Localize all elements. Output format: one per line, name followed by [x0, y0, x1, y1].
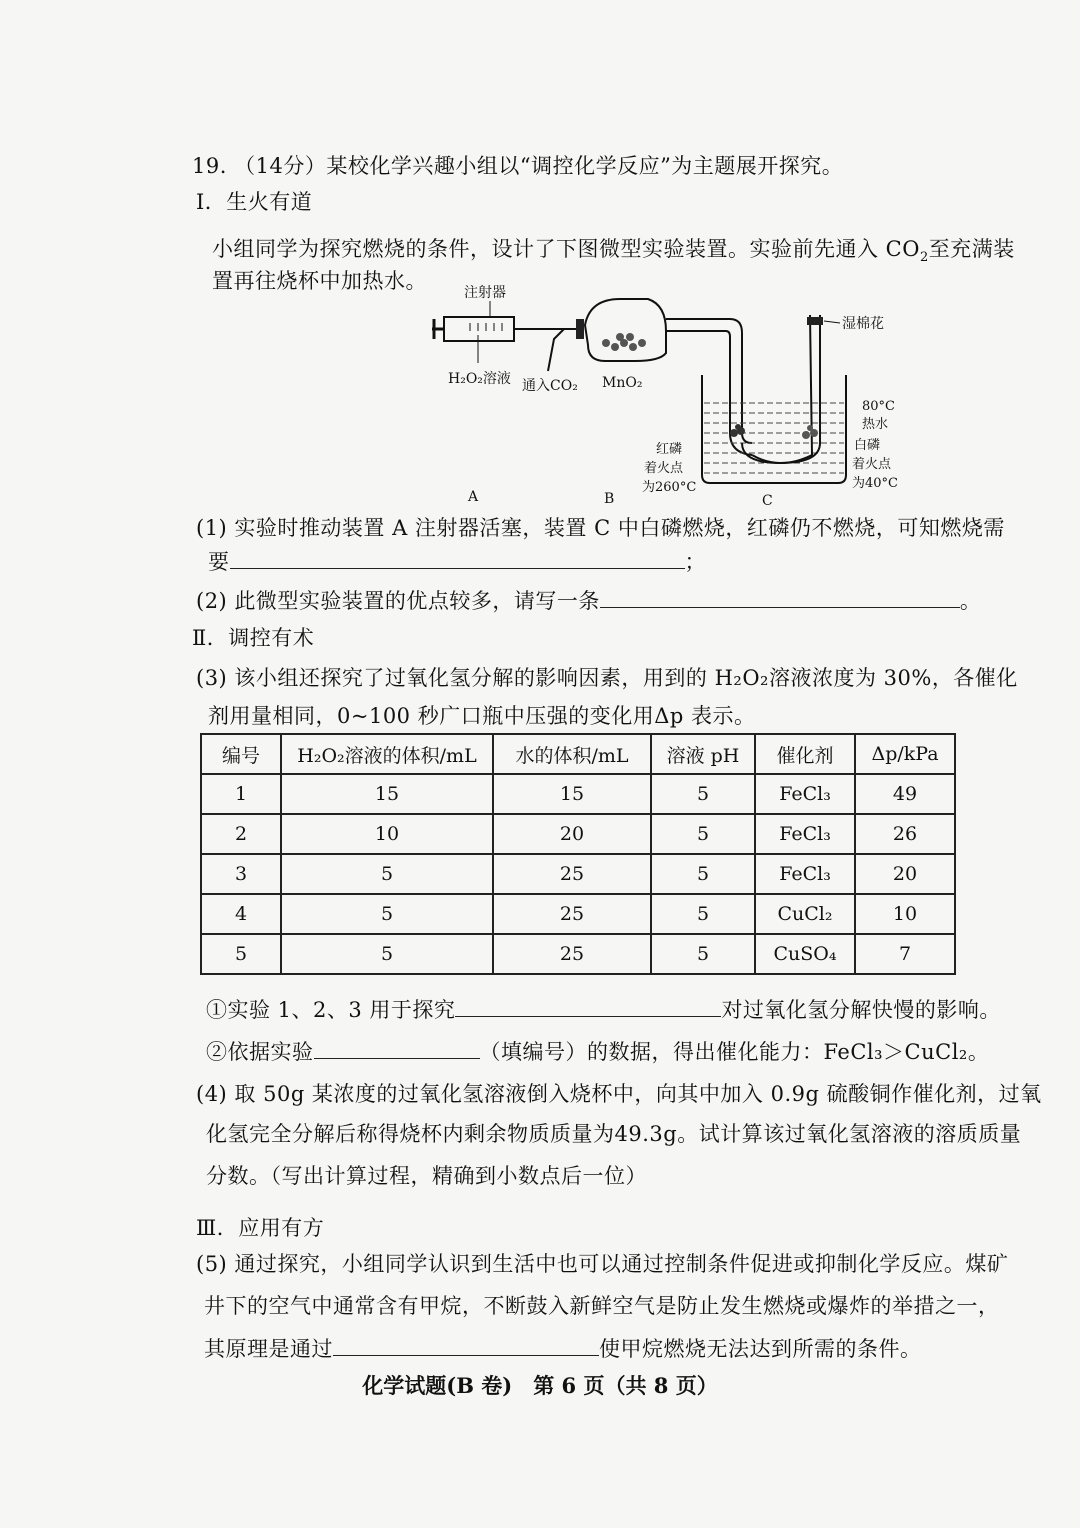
- question-3-line2: 剂用量相同，0~100 秒广口瓶中压强的变化用Δp 表示。: [208, 704, 756, 728]
- sub1-text: ①实验 1、2、3 用于探究: [206, 998, 456, 1022]
- table-cell: 5: [201, 934, 281, 974]
- table-cell: 25: [493, 894, 651, 934]
- section-3-heading: Ⅲ．应用有方: [196, 1216, 325, 1240]
- question-4-line2: 化氢完全分解后称得烧杯内剩余物质质量为49.3g。试计算该过氧化氢溶液的溶质质量: [206, 1122, 1022, 1146]
- page-footer: 化学试题(B 卷) 第 6 页（共 8 页）: [362, 1373, 718, 1398]
- table-cell: 5: [651, 814, 755, 854]
- question-header: [192, 150, 843, 180]
- white-phosphorus-ignition: 着火点: [852, 457, 892, 472]
- table-cell: 10: [281, 814, 493, 854]
- table-cell: 2: [201, 814, 281, 854]
- q1-suffix: ；: [684, 550, 706, 574]
- intro-text: 小组同学为探究燃烧的条件，设计了下图微型实验装置。实验前先通入 CO: [212, 237, 920, 261]
- table-cell: 15: [281, 774, 493, 814]
- question-5-line2: 井下的空气中通常含有甲烷，不断鼓入新鲜空气是防止发生燃烧或爆炸的举措之一，: [204, 1294, 1000, 1318]
- syringe-a: [432, 285, 530, 387]
- question-title: 某校化学兴趣小组以“调控化学反应”为主题展开探究。: [326, 154, 844, 178]
- intro-subscript: 2: [919, 250, 929, 266]
- beaker-c: [642, 315, 898, 495]
- table-cell: 10: [855, 894, 955, 934]
- answer-blank-q1[interactable]: [230, 548, 685, 569]
- question-1-line2: [208, 546, 706, 576]
- header-cell: H₂O₂溶液的体积/mL: [281, 734, 493, 774]
- table-cell: FeCl₃: [755, 774, 855, 814]
- table-row: [201, 934, 955, 974]
- section-1-heading: Ⅰ．生火有道: [196, 190, 313, 214]
- table-cell: CuCl₂: [755, 894, 855, 934]
- answer-blank-sub1[interactable]: [455, 996, 721, 1017]
- co2-label: 通入CO₂: [522, 378, 578, 394]
- label-a: A: [468, 489, 479, 505]
- header-cell: 水的体积/mL: [493, 734, 651, 774]
- table-cell: 5: [651, 774, 755, 814]
- table-cell: FeCl₃: [755, 854, 855, 894]
- table-cell: 25: [493, 854, 651, 894]
- red-phosphorus-ignition: 着火点: [644, 461, 684, 476]
- question-4-line1: (4) 取 50g 某浓度的过氧化氢溶液倒入烧杯中，向其中加入 0.9g 硫酸铜作催化剂，过氧: [196, 1082, 1042, 1106]
- h2o2-label: H₂O₂溶液: [448, 371, 511, 387]
- table-cell: CuSO₄: [755, 934, 855, 974]
- table-cell: 5: [281, 934, 493, 974]
- answer-blank-q2[interactable]: [600, 587, 960, 608]
- answer-blank-sub2[interactable]: [314, 1038, 480, 1059]
- table-cell: 20: [855, 854, 955, 894]
- subquestion-1: [206, 994, 1001, 1024]
- section-2-heading: Ⅱ．调控有术: [192, 626, 315, 650]
- question-3-line1: (3) 该小组还探究了过氧化氢分解的影响因素，用到的 H₂O₂溶液浓度为 30%，各催化: [196, 666, 1018, 690]
- answer-blank-q5[interactable]: [333, 1335, 599, 1356]
- table-cell: 49: [855, 774, 955, 814]
- table-header-row: [201, 734, 955, 774]
- subquestion-2: [206, 1036, 989, 1066]
- sub2-suffix: （填编号）的数据，得出催化能力：FeCl₃＞CuCl₂。: [479, 1040, 990, 1064]
- intro-text-end: 至充满装: [928, 237, 1015, 261]
- white-phosphorus-label: 白磷: [854, 438, 881, 453]
- white-phosphorus-temp: 为40°C: [852, 476, 898, 491]
- header-cell: 编号: [201, 734, 281, 774]
- experiment-data-table: [200, 733, 956, 975]
- question-1-line1: (1) 实验时推动装置 A 注射器活塞，装置 C 中白磷燃烧，红磷仍不燃烧，可知燃烧需: [196, 516, 1005, 540]
- table-cell: 3: [201, 854, 281, 894]
- sub1-suffix: 对过氧化氢分解快慢的影响。: [721, 998, 1001, 1022]
- red-phosphorus-label: 红磷: [656, 442, 683, 457]
- red-phosphorus-temp: 为260°C: [642, 480, 697, 495]
- header-cell: 催化剂: [755, 734, 855, 774]
- table-cell: 4: [201, 894, 281, 934]
- table-row: [201, 814, 955, 854]
- table-cell: 5: [651, 854, 755, 894]
- table-cell: 5: [281, 854, 493, 894]
- connecting-tube: [666, 319, 752, 455]
- table-row: [201, 894, 955, 934]
- label-c: C: [762, 493, 773, 509]
- question-4-line3: 分数。（写出计算过程，精确到小数点后一位）: [206, 1164, 647, 1188]
- table-cell: 5: [651, 934, 755, 974]
- sub2-text: ②依据实验: [206, 1040, 314, 1064]
- section-1-intro-line2: 置再往烧杯中加热水。: [212, 269, 427, 293]
- table-cell: 26: [855, 814, 955, 854]
- table-cell: 15: [493, 774, 651, 814]
- label-b: B: [604, 491, 615, 507]
- q2-suffix: 。: [959, 589, 982, 613]
- mno2-label: MnO₂: [602, 375, 643, 391]
- table-cell: FeCl₃: [755, 814, 855, 854]
- header-cell: 溶液 pH: [651, 734, 755, 774]
- table-cell: 5: [651, 894, 755, 934]
- question-number: 19.: [192, 154, 227, 178]
- table-row: [201, 774, 955, 814]
- table-cell: 1: [201, 774, 281, 814]
- hot-water-temp: 80°C: [862, 399, 895, 414]
- table-cell: 5: [281, 894, 493, 934]
- flask-b: [585, 299, 666, 391]
- table-cell: 20: [493, 814, 651, 854]
- experiment-apparatus-diagram: [430, 275, 950, 515]
- cotton-label: 湿棉花: [842, 316, 884, 332]
- header-cell: Δp/kPa: [855, 734, 955, 774]
- table-cell: 7: [855, 934, 955, 974]
- question-2: [196, 585, 981, 615]
- q2-text: (2) 此微型实验装置的优点较多，请写一条: [196, 589, 600, 613]
- syringe-label: 注射器: [464, 285, 506, 301]
- q1-prefix: 要: [208, 550, 230, 574]
- tube-co2-inlet: [522, 319, 584, 394]
- q5-text: 其原理是通过: [204, 1337, 333, 1361]
- table-row: [201, 854, 955, 894]
- section-1-intro-line1: [212, 233, 1015, 265]
- question-5-line1: (5) 通过探究，小组同学认识到生活中也可以通过控制条件促进或抑制化学反应。煤矿: [196, 1252, 1009, 1276]
- q5-suffix: 使甲烷燃烧无法达到所需的条件。: [599, 1337, 922, 1361]
- question-5-line3: [204, 1333, 922, 1363]
- question-score: （14分）: [234, 154, 327, 178]
- table-cell: 25: [493, 934, 651, 974]
- hot-water-label: 热水: [862, 417, 889, 432]
